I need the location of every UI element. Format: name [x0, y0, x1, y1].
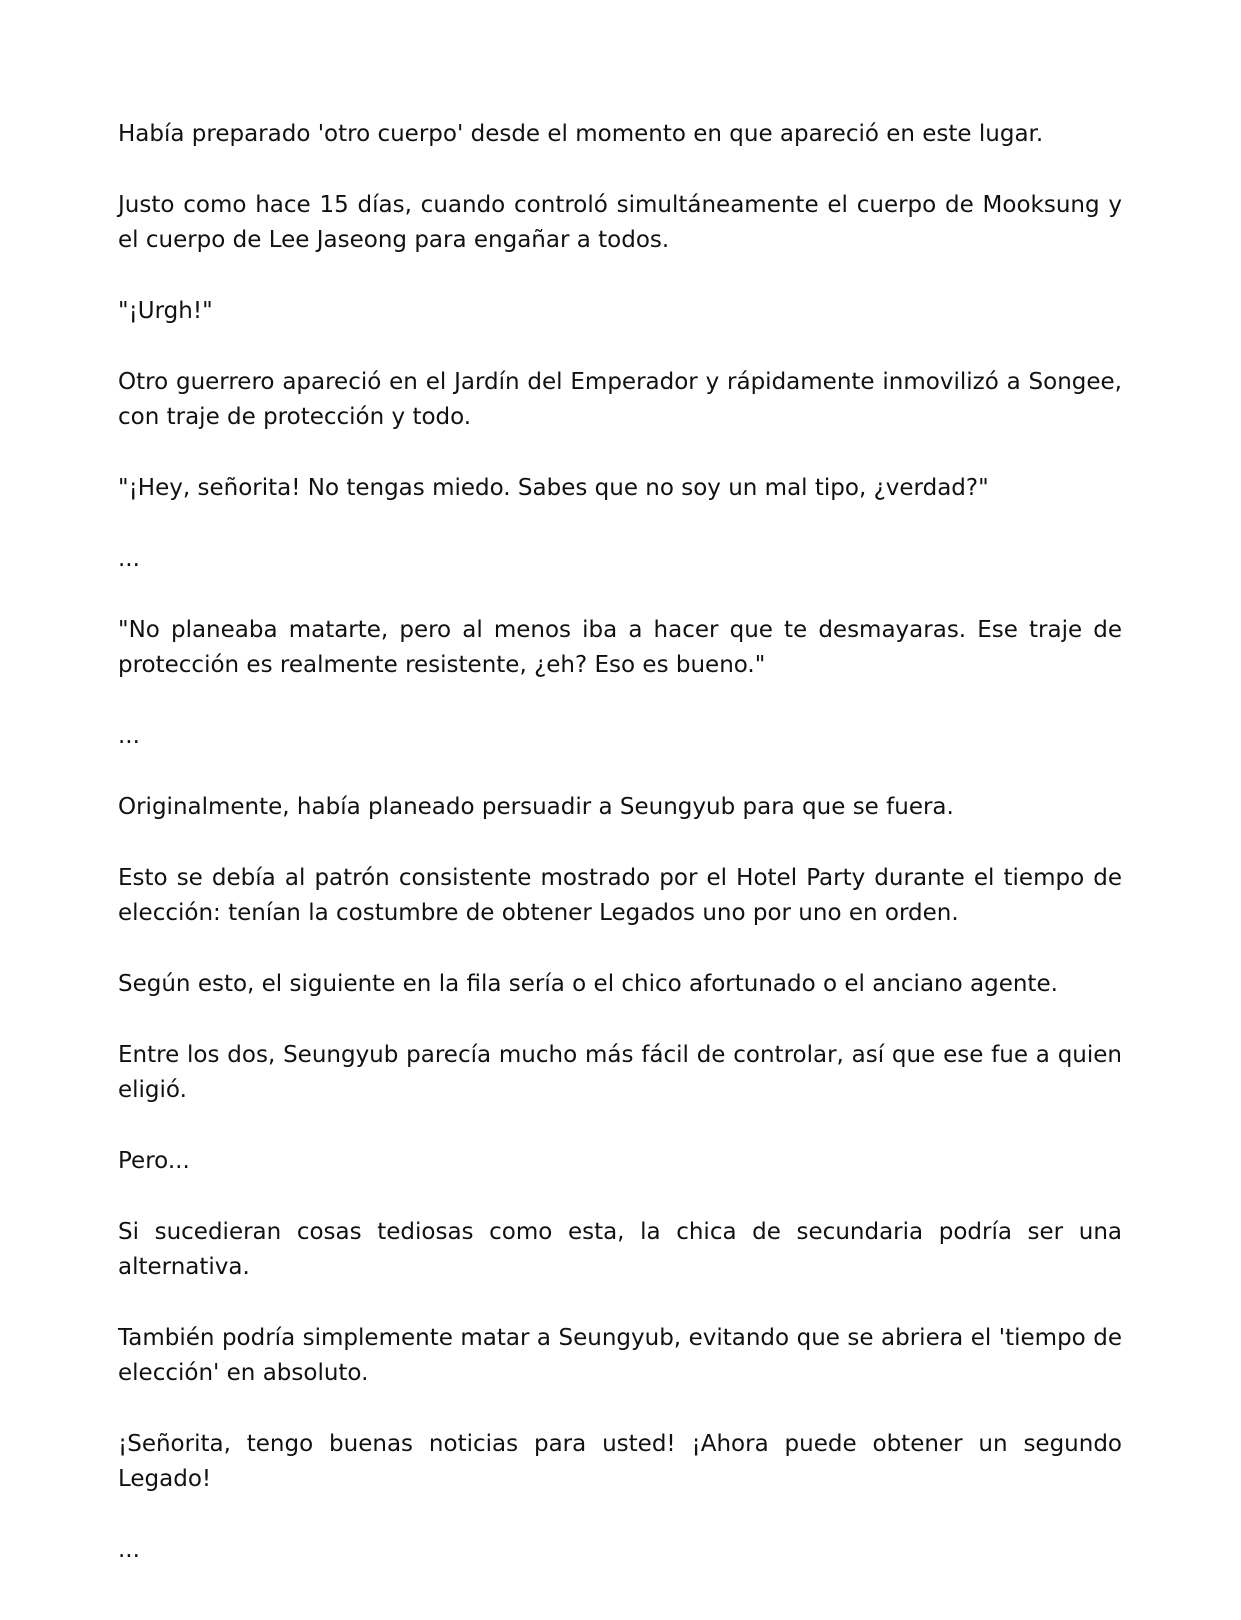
paragraph-11: Según esto, el siguiente en la fila sería o el chico afortunado o el anciano agente.	[118, 971, 1058, 997]
paragraph-6: ...	[118, 546, 140, 572]
paragraph-4: Otro guerrero apareció en el Jardín del Emperador y rápidamente inmovilizó a Songee, con traje de protección y todo.	[118, 369, 1122, 430]
paragraph-15: También podría simplemente matar a Seungyub, evitando que se abriera el 'tiempo de elección' en absoluto.	[118, 1325, 1122, 1386]
paragraph-17: ...	[118, 1537, 140, 1563]
document-body	[118, 117, 1122, 1604]
paragraph-13: Pero...	[118, 1148, 190, 1174]
paragraph-16: ¡Señorita, tengo buenas noticias para usted! ¡Ahora puede obtener un segundo Legado!	[118, 1431, 1122, 1492]
paragraph-10: Esto se debía al patrón consistente mostrado por el Hotel Party durante el tiempo de elección: tenían la costumbre de obtener Legados uno por uno en orden.	[118, 865, 1122, 926]
paragraph-3: "¡Urgh!"	[118, 298, 213, 324]
paragraph-8: ...	[118, 723, 140, 749]
paragraph-2: Justo como hace 15 días, cuando controló simultáneamente el cuerpo de Mooksung y el cuerpo de Lee Jaseong para engañar a todos.	[118, 192, 1122, 253]
paragraph-12: Entre los dos, Seungyub parecía mucho más fácil de controlar, así que ese fue a quien eligió.	[118, 1042, 1122, 1103]
paragraph-5: "¡Hey, señorita! No tengas miedo. Sabes que no soy un mal tipo, ¿verdad?"	[118, 475, 989, 501]
paragraph-14: Si sucedieran cosas tediosas como esta, la chica de secundaria podría ser una alternativa.	[118, 1219, 1122, 1280]
paragraph-9: Originalmente, había planeado persuadir a Seungyub para que se fuera.	[118, 794, 954, 820]
paragraph-1: Había preparado 'otro cuerpo' desde el momento en que apareció en este lugar.	[118, 121, 1044, 147]
paragraph-7: "No planeaba matarte, pero al menos iba a hacer que te desmayaras. Ese traje de protección es realmente resistente, ¿eh? Eso es bueno."	[118, 617, 1122, 678]
